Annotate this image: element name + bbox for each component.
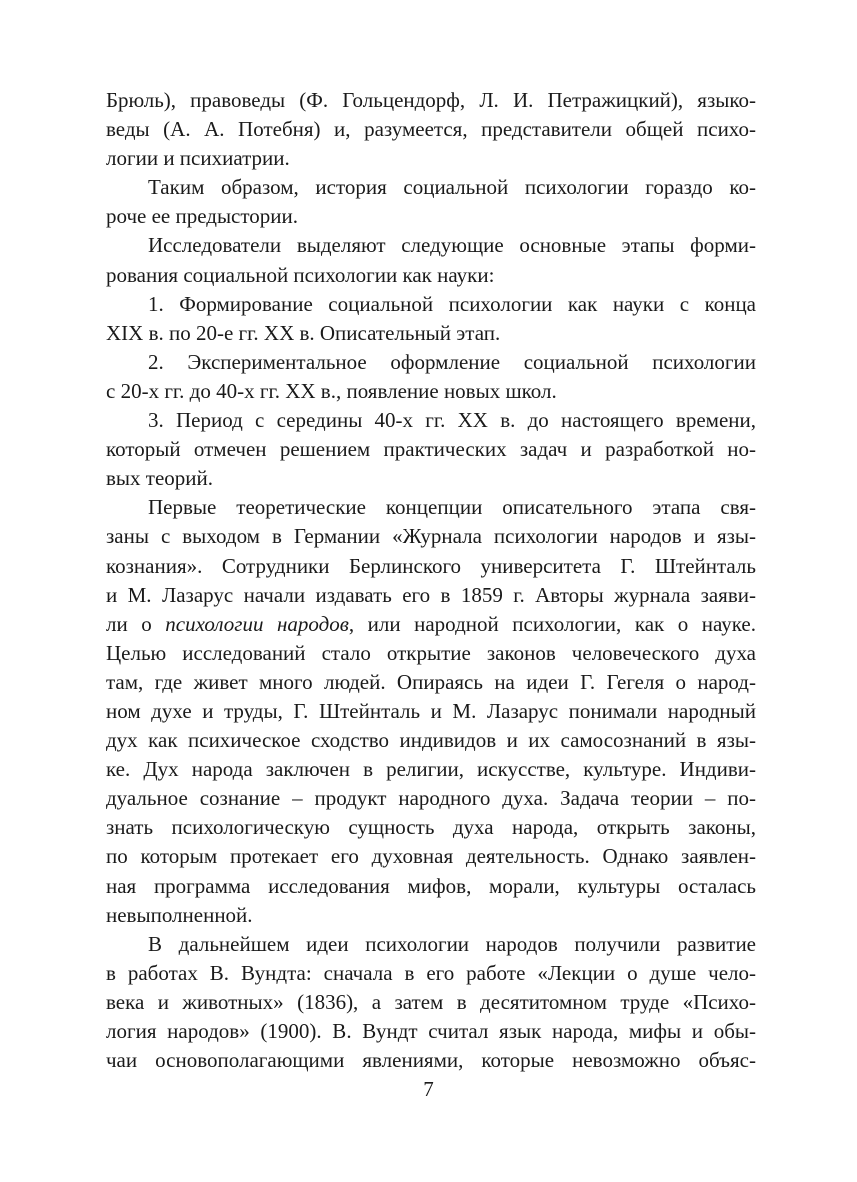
paragraph xyxy=(106,231,756,289)
text-line: логии и психиатрии. xyxy=(106,146,290,171)
text-line: дух как психическое сходство индивидов и их самосознаний в язы- xyxy=(106,728,756,753)
text-line: ная программа исследования мифов, морали, культуры осталась xyxy=(106,873,756,898)
text-line: веды (А. А. Потебня) и, разумеется, представители общей психо- xyxy=(106,117,756,142)
list-item xyxy=(106,406,756,493)
text-line: 2. Экспериментальное оформление социальной психологии xyxy=(148,349,756,374)
text-line: в работах В. Вундта: сначала в его работе «Лекции о душе чело- xyxy=(106,960,756,985)
text-line: там, где живет много людей. Опираясь на идеи Г. Гегеля о народ- xyxy=(106,669,756,694)
text-line: по которым протекает его духовная деятельность. Однако заявлен- xyxy=(106,844,756,869)
list-item xyxy=(106,290,756,348)
page-number: 7 xyxy=(423,1077,434,1101)
text-line: заны с выходом в Германии «Журнала психологии народов и язы- xyxy=(106,524,756,549)
paragraph xyxy=(106,930,756,1075)
text-line: и М. Лазарус начали издавать его в 1859 г. Авторы журнала заяви- xyxy=(106,582,756,607)
text-line: знать психологическую сущность духа народа, открыть законы, xyxy=(106,815,756,840)
text-line: вых теорий. xyxy=(106,466,213,491)
text-line: 3. Период с середины 40-х гг. XX в. до настоящего времени, xyxy=(148,408,756,433)
list-item xyxy=(106,348,756,406)
paragraph xyxy=(106,86,756,173)
text-line: Исследователи выделяют следующие основные этапы форми- xyxy=(148,233,756,258)
paragraph xyxy=(106,493,756,929)
text-line: Целью исследований стало открытие законов человеческого духа xyxy=(106,640,756,665)
text-line: 1. Формирование социальной психологии как науки с конца xyxy=(148,291,756,316)
text-line: рования социальной психологии как науки: xyxy=(106,262,495,287)
text-line: ном духе и труды, Г. Штейнталь и М. Лазарус понимали народный xyxy=(106,698,756,723)
page-body xyxy=(106,86,756,1075)
text-line: В дальнейшем идеи психологии народов получили развитие xyxy=(148,931,756,956)
text-line: XIX в. по 20-е гг. XX в. Описательный этап. xyxy=(106,320,501,345)
text-line: роче ее предыстории. xyxy=(106,204,299,229)
text-line: кознания». Сотрудники Берлинского университета Г. Штейнталь xyxy=(106,553,756,578)
text-line: логия народов» (1900). В. Вундт считал язык народа, мифы и обы- xyxy=(106,1019,756,1043)
text-line: Брюль), правоведы (Ф. Гольцендорф, Л. И. Петражицкий), языко- xyxy=(106,88,756,112)
text-line: Таким образом, история социальной психологии гораздо ко- xyxy=(148,175,756,200)
text-line: который отмечен решением практических задач и разработкой но- xyxy=(106,437,756,462)
text-line: чаи основополагающими явлениями, которые невозможно объяс- xyxy=(106,1048,756,1073)
italic-term: психологии народов xyxy=(165,611,349,636)
paragraph xyxy=(106,173,756,231)
text-line: ке. Дух народа заключен в религии, искусстве, культуре. Индиви- xyxy=(106,757,756,782)
text-line: века и животных» (1836), а затем в десятитомном труде «Психо- xyxy=(106,989,756,1014)
text-line: Первые теоретические концепции описательного этапа свя- xyxy=(148,495,756,520)
text-line: с 20-х гг. до 40-х гг. XX в., появление новых школ. xyxy=(106,378,557,403)
text-line: невыполненной. xyxy=(106,902,253,927)
text-line: дуальное сознание – продукт народного духа. Задача теории – по- xyxy=(106,786,756,811)
text-line-with-italic: ли о психологии народов, или народной психологии, как о науке. xyxy=(106,611,757,636)
